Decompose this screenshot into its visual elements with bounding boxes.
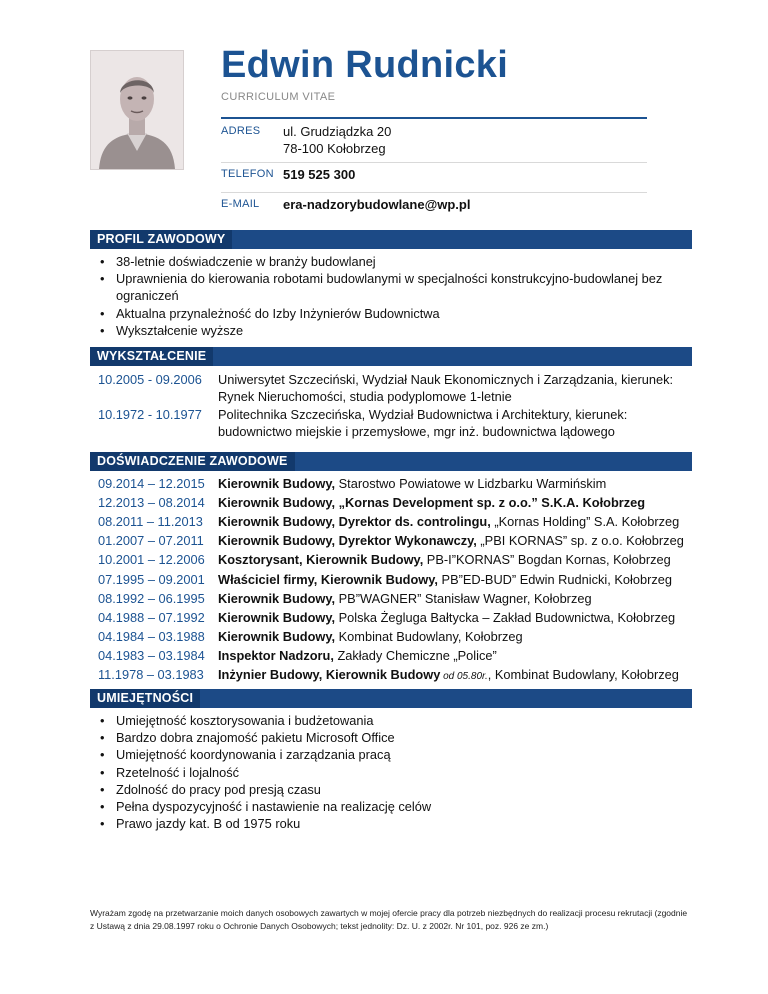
experience-company: „PBI KORNAS” sp. z o.o. Kołobrzeg <box>476 533 684 549</box>
experience-company: PB-I”KORNAS” Bogdan Kornas, Kołobrzeg <box>423 552 671 568</box>
experience-role: Właściciel firmy, Kierownik Budowy, <box>218 571 438 587</box>
experience-role: Kierownik Budowy, <box>218 590 336 606</box>
experience-date: 04.1988 – 07.1992 <box>98 609 205 625</box>
experience-description <box>218 609 675 626</box>
section-title: DOŚWIADCZENIE ZAWODOWE <box>90 452 295 471</box>
experience-description <box>218 494 645 511</box>
profile-photo <box>90 50 184 170</box>
email-address[interactable]: era-nadzorybudowlane@wp.pl <box>283 197 471 212</box>
experience-role: Kierownik Budowy, <box>218 476 336 491</box>
gdpr-consent-note: Wyrażam zgodę na przetwarzanie moich danych osobowych zawartych w mojej ofercie pracy dla potrzeb niezbędnych do realizacji procesu rekrutacji (zgodnie z Ustawą z dnia 29.08.1997 roku o Ochronie Danych Osobowych; tekst jednolity: Dz. U. z 2002r. Nr 101, poz. 926 ze zm.) <box>90 908 688 931</box>
person-name: Edwin Rudnicki <box>221 44 509 86</box>
email-label: E-MAIL <box>221 198 260 210</box>
experience-role: Inżynier Budowy, Kierownik Budowy <box>218 667 441 682</box>
list-item: • Bardzo dobra znajomość pakietu Microsoft Office <box>100 729 680 746</box>
contact-divider <box>221 117 647 119</box>
experience-date: 04.1983 – 03.1984 <box>98 647 205 663</box>
list-item: • Prawo jazdy kat. B od 1975 roku <box>100 815 680 832</box>
experience-description <box>218 590 592 607</box>
document-subtitle: CURRICULUM VITAE <box>221 91 336 103</box>
experience-note: od 05.80r. <box>440 671 488 682</box>
experience-company: Polska Żegluga Bałtycka – Zakład Budownictwa, Kołobrzeg <box>335 609 676 625</box>
experience-date: 01.2007 – 07.2011 <box>98 533 204 549</box>
address-line-1: ul. Grudziądzka 20 <box>283 124 392 139</box>
experience-date: 09.2014 – 12.2015 <box>98 476 205 491</box>
experience-company: „Kornas Holding” S.A. Kołobrzeg <box>490 514 680 530</box>
education-date: 10.1972 - 10.1977 <box>98 407 202 422</box>
experience-company: Zakłady Chemiczne „Police” <box>333 647 497 663</box>
education-description: Politechnika Szczecińska, Wydział Budownictwa i Architektury, kierunek: budownictwo miejskie i przemysłowe, mgr inż. budownictwa lądowego <box>218 407 628 440</box>
experience-description <box>218 647 497 664</box>
experience-description <box>218 628 523 645</box>
profile-list <box>100 253 680 339</box>
list-item: • Aktualna przynależność do Izby Inżynierów Budownictwa <box>100 305 680 322</box>
experience-date: 04.1984 – 03.1988 <box>98 628 205 644</box>
experience-company: PB”WAGNER” Stanisław Wagner, Kołobrzeg <box>335 590 592 606</box>
experience-role: Kierownik Budowy, Dyrektor ds. controlingu, <box>218 514 491 530</box>
list-item: • Rzetelność i lojalność <box>100 764 680 781</box>
experience-role: Kosztorysant, Kierownik Budowy, <box>218 552 424 568</box>
experience-date: 11.1978 – 03.1983 <box>98 667 204 682</box>
experience-company: , Kombinat Budowlany, Kołobrzeg <box>487 667 679 682</box>
experience-role: Kierownik Budowy, „Kornas Development sp. z o.o.” S.K.A. Kołobrzeg <box>218 495 646 511</box>
experience-date: 08.1992 – 06.1995 <box>98 590 205 606</box>
experience-role: Kierownik Budowy, <box>218 628 336 644</box>
address-line-2: 78-100 Kołobrzeg <box>283 141 386 156</box>
list-item: • Umiejętność kosztorysowania i budżetowania <box>100 712 680 729</box>
section-header-experience <box>90 452 692 471</box>
experience-date: 12.2013 – 08.2014 <box>98 495 205 511</box>
list-item: • 38-letnie doświadczenie w branży budowlanej <box>100 253 680 270</box>
experience-description <box>218 666 679 685</box>
list-item: • Zdolność do pracy pod presją czasu <box>100 781 680 798</box>
experience-company: Starostwo Powiatowe w Lidzbarku Warmińskim <box>335 476 607 491</box>
section-title: WYKSZTAŁCENIE <box>90 347 213 366</box>
education-description: Uniwersytet Szczeciński, Wydział Nauk Ekonomicznych i Zarządzania, kierunek: Rynek Nieruchomości, studia podyplomowe 1-letnie <box>218 372 674 405</box>
section-title: UMIEJĘTNOŚCI <box>90 689 200 708</box>
list-item: • Umiejętność koordynowania i zarządzania pracą <box>100 746 680 763</box>
experience-description <box>218 475 606 492</box>
list-item: • Uprawnienia do kierowania robotami budowlanymi w specjalności konstrukcyjno-budowlanej bez ograniczeń <box>100 270 680 304</box>
experience-description <box>218 571 672 588</box>
section-title: PROFIL ZAWODOWY <box>90 230 232 249</box>
list-item: • Wykształcenie wyższe <box>100 322 680 339</box>
contact-divider <box>221 162 647 163</box>
experience-company: Kombinat Budowlany, Kołobrzeg <box>335 628 523 644</box>
education-date: 10.2005 - 09.2006 <box>98 372 202 387</box>
section-header-profile <box>90 230 692 249</box>
experience-description <box>218 532 684 549</box>
skills-list <box>100 712 680 832</box>
list-item: • Pełna dyspozycyjność i nastawienie na realizację celów <box>100 798 680 815</box>
phone-label: TELEFON <box>221 168 274 180</box>
experience-description <box>218 551 671 568</box>
contact-divider <box>221 192 647 193</box>
experience-date: 07.1995 – 09.2001 <box>98 571 205 587</box>
experience-company: PB”ED-BUD” Edwin Rudnicki, Kołobrzeg <box>437 571 672 587</box>
experience-role: Kierownik Budowy, <box>218 609 336 625</box>
experience-description <box>218 513 679 530</box>
section-header-education <box>90 347 692 366</box>
experience-role: Kierownik Budowy, Dyrektor Wykonawczy, <box>218 533 477 549</box>
address-label: ADRES <box>221 125 261 137</box>
experience-role: Inspektor Nadzoru, <box>218 647 334 663</box>
section-header-skills <box>90 689 692 708</box>
portrait-image <box>91 51 183 169</box>
experience-date: 10.2001 – 12.2006 <box>98 552 205 568</box>
experience-date: 08.2011 – 11.2013 <box>98 514 203 530</box>
phone-number: 519 525 300 <box>283 167 356 182</box>
